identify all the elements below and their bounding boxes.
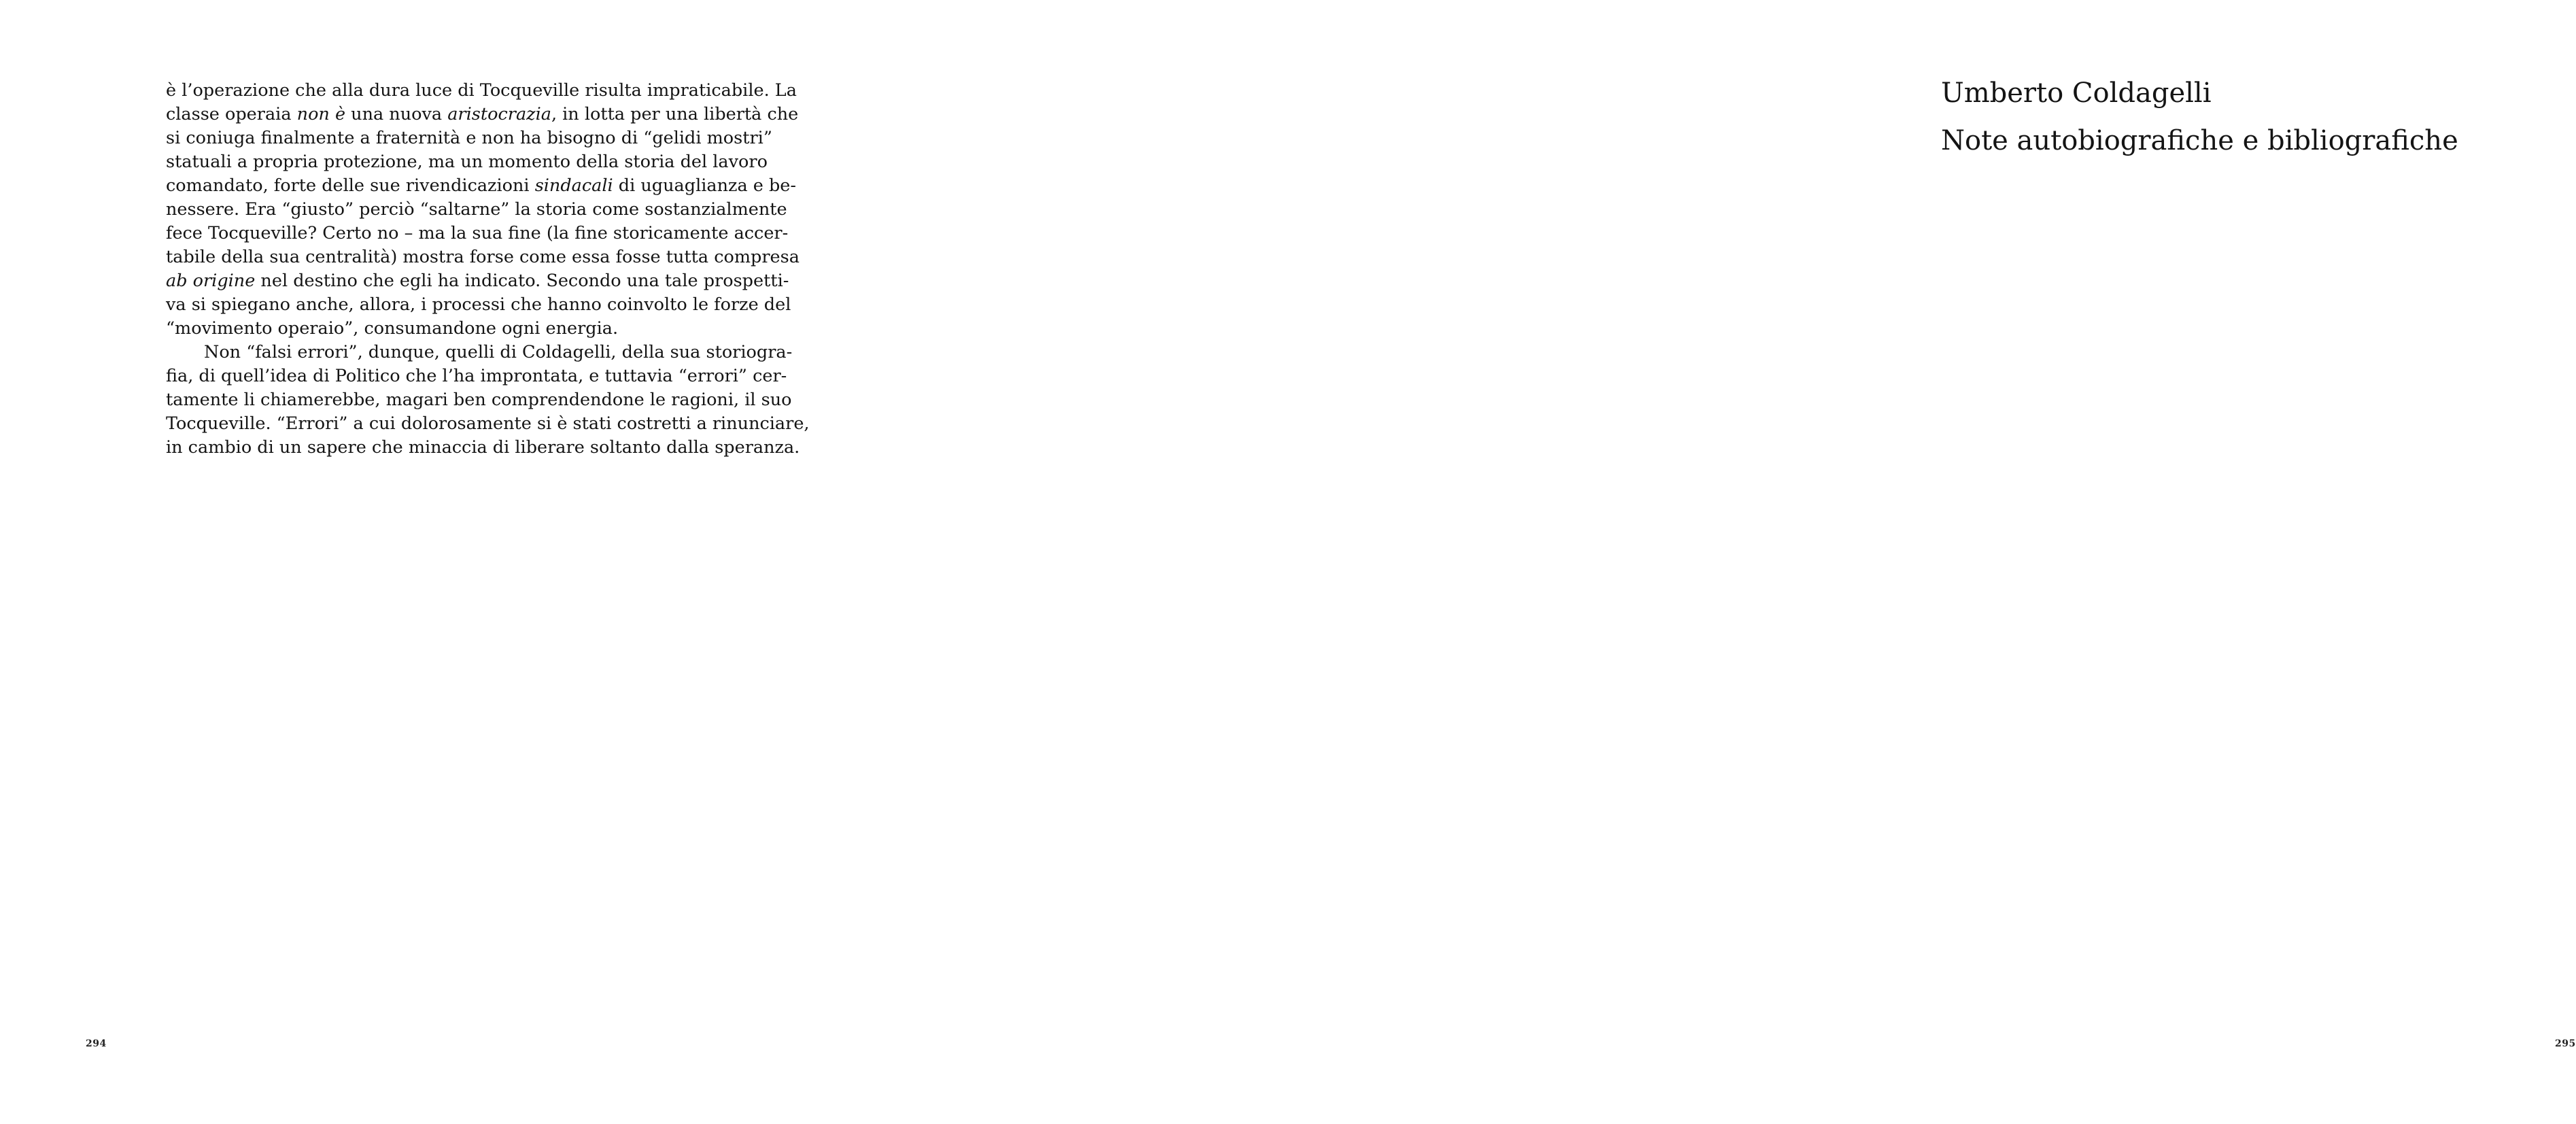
italic-span: non è (296, 104, 346, 124)
text-span: statuali a propria protezione, ma un momento della storia del lavoro (166, 152, 768, 172)
text-line (166, 222, 789, 245)
text-span: tabile della sua centralità) mostra forse come essa fosse tutta compresa (166, 247, 800, 267)
chapter-title: Note autobiografiche e bibliografiche (1941, 125, 2458, 156)
text-line (166, 412, 810, 436)
text-span: tamente li chiamerebbe, magari ben comprendendone le ragioni, il suo (166, 390, 792, 410)
text-line (166, 293, 791, 317)
italic-span: sindacali (534, 175, 613, 196)
text-line (166, 436, 800, 460)
text-span: una nuova (345, 104, 448, 124)
author-name: Umberto Coldagelli (1941, 78, 2212, 109)
text-span: è l’operazione che alla dura luce di Tocqueville risulta impraticabile. La (166, 80, 797, 101)
paragraph (166, 341, 810, 460)
chapter-heading (1941, 69, 2458, 165)
text-span: in cambio di un sapere che minaccia di liberare soltanto dalla speranza. (166, 437, 800, 458)
paragraph (166, 79, 800, 341)
text-span: nessere. Era “giusto” perciò “saltarne” la storia come sostanzialmente (166, 199, 787, 220)
text-span: va si spiegano anche, allora, i processi che hanno coinvolto le forze del (166, 294, 791, 315)
text-span: , in lotta per una libertà che (551, 104, 799, 124)
page-number: 294 (86, 1038, 107, 1049)
text-line (166, 364, 787, 388)
text-span: nel destino che egli ha indicato. Secondo una tale prospetti- (255, 271, 789, 291)
text-line (166, 150, 768, 174)
text-line (166, 174, 796, 198)
text-span: “movimento operaio”, consumandone ogni energia. (166, 318, 619, 339)
text-span: fia, di quell’idea di Politico che l’ha improntata, e tuttavia “errori” cer- (166, 366, 787, 386)
text-line (166, 341, 793, 364)
text-span: classe operaia (166, 104, 297, 124)
text-line (166, 388, 792, 412)
text-span: Tocqueville. “Errori” a cui dolorosamente si è stati costretti a rinunciare, (166, 413, 810, 434)
left-page (0, 0, 883, 1124)
text-line (166, 198, 787, 222)
text-line (166, 245, 800, 269)
text-span: Non “falsi errori”, dunque, quelli di Coldagelli, della sua storiogra- (204, 342, 793, 362)
italic-span: aristocrazia (447, 104, 551, 124)
text-line (166, 103, 799, 126)
text-span: comandato, forte delle sue rivendicazioni (166, 175, 535, 196)
text-span: fece Tocqueville? Certo no – ma la sua fine (la fine storicamente accer- (166, 223, 789, 243)
text-span: di uguaglianza e be- (613, 175, 796, 196)
text-line (166, 269, 789, 293)
italic-span: ab origine (166, 271, 256, 291)
page-number: 295 (2555, 1038, 2576, 1049)
right-page (883, 0, 2576, 1124)
text-line (166, 126, 772, 150)
body-text (166, 79, 810, 460)
text-line (166, 79, 797, 103)
text-line (166, 317, 723, 341)
text-span: si coniuga finalmente a fraternità e non ha bisogno di “gelidi mostri” (166, 128, 772, 148)
